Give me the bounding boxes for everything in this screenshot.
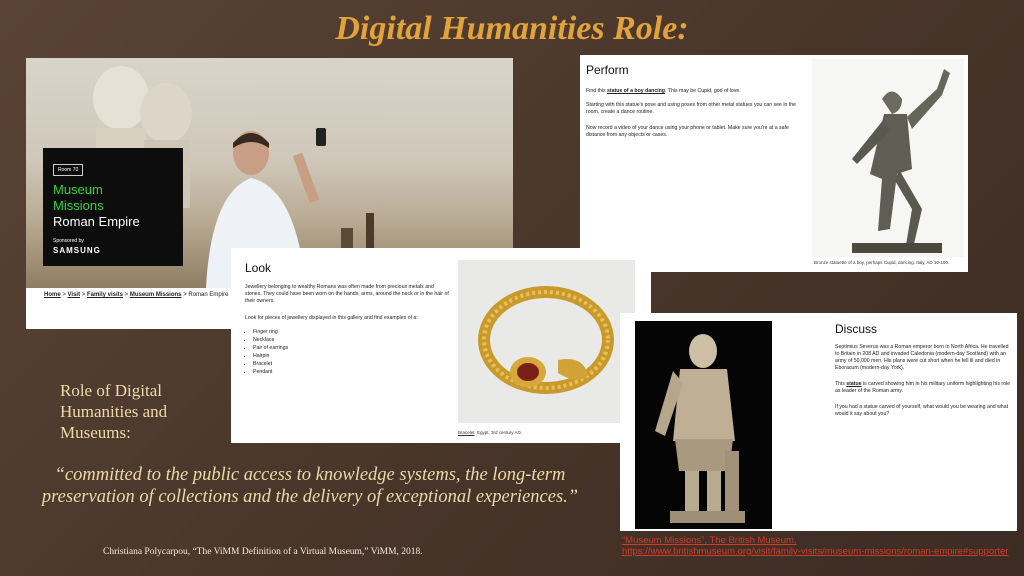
credit-url-link[interactable]: https://www.britishmuseum.org/visit/family-visits/museum-missions/roman-empire#supporter: [622, 546, 1009, 557]
perform-caption: Bronze statuette of a boy, perhaps Cupid, dancing. Italy, AD 10-100.: [814, 260, 950, 265]
credit-text[interactable]: “Museum Missions”, The British Museum,: [622, 535, 797, 546]
discuss-text: This: [835, 381, 847, 387]
list-item: • Pendant: [253, 368, 288, 376]
discuss-paragraph-2: [835, 381, 1010, 395]
perform-paragraph-3: Now record a video of your dance using your phone or tablet. Make sure you're at a safe distance from any objects or cases.: [586, 125, 789, 138]
room-badge: Room 70: [53, 164, 83, 176]
slide-title: Digital Humanities Role:: [335, 10, 689, 47]
vimm-quote: “committed to the public access to knowledge systems, the long-term preservation of collections and the delivery of exceptional experiences.”: [41, 465, 579, 507]
bracelet-link[interactable]: Bracelet: [458, 430, 475, 435]
bronze-statue-image: [812, 59, 964, 257]
gold-bracelet-image: [458, 260, 635, 423]
discuss-paragraph-3: If you had a statue carved of yourself, what would you be wearing and what would it say about you?: [835, 404, 1009, 417]
breadcrumb: [44, 292, 228, 298]
look-caption: [458, 430, 522, 435]
sponsored-by-label: Sponsored by: [53, 238, 84, 244]
list-item: • Bracelet: [253, 360, 288, 368]
list-item: • Hairpin: [253, 352, 288, 360]
look-paragraph-1: Jewellery belonging to wealthy Romans was often made from precious metals and stones. They could have been worn on the hands, arms, around the neck or in the hair of their owners.: [245, 284, 449, 304]
breadcrumb-separator: >: [62, 292, 66, 298]
breadcrumb-visit[interactable]: Visit: [67, 292, 81, 298]
list-item: • Finger ring: [253, 328, 288, 336]
breadcrumb-separator: >: [124, 292, 129, 298]
breadcrumb-home[interactable]: Home: [44, 292, 61, 298]
breadcrumb-museum-missions[interactable]: Museum Missions: [129, 292, 182, 298]
statue-link[interactable]: statue: [846, 381, 862, 387]
discuss-card: [620, 313, 1017, 531]
perform-paragraph-1: [586, 88, 801, 95]
discuss-paragraph-1: Septimius Severus was a Roman emperor born in North Africa. He travelled to Britain in 208 AD and invaded Caledonia (modern-day Scotland) with an army of 50,000 men. His plans were cut short when he fell ill and died in Eboracum (modern-day York).: [835, 344, 1009, 371]
perform-text: . This may be Cupid, god of love.: [664, 88, 741, 94]
look-card: [231, 248, 651, 443]
sponsor-logo: SAMSUNG: [53, 246, 101, 255]
hero-line-2: Missions: [53, 198, 104, 213]
perform-card: [580, 55, 968, 272]
statue-link[interactable]: statue of a boy dancing: [607, 88, 665, 94]
image-credit: [622, 535, 1022, 557]
list-item: • Necklace: [253, 336, 288, 344]
role-label: Role of Digital Humanities and Museums:: [60, 381, 168, 442]
breadcrumb-separator: >: [81, 292, 86, 298]
perform-text: Find this: [586, 88, 608, 94]
look-heading: Look: [245, 261, 272, 275]
jewellery-list: [245, 328, 288, 376]
quote-citation: Christiana Polycarpou, “The ViMM Definition of a Virtual Museum,” ViMM, 2018.: [103, 547, 423, 557]
breadcrumb-separator: >: [183, 292, 187, 298]
hero-line-1: Museum: [53, 182, 103, 197]
perform-paragraph-2: Starting with this statue's pose and using poses from other metal statues you can see in the room, create a dance routine.: [586, 102, 797, 115]
emperor-statue-image: [635, 321, 772, 529]
caption-text: . Egypt, 3rd century AD.: [474, 430, 523, 435]
hero-title-card: [43, 148, 183, 266]
breadcrumb-current: Roman Empire: [188, 292, 229, 298]
discuss-text: is carved showing him in his military uniform highlighting his role as leader of the Roman army.: [835, 381, 1011, 394]
breadcrumb-family-visits[interactable]: Family visits: [86, 292, 123, 298]
hero-line-3: Roman Empire: [53, 214, 140, 229]
list-item: • Pair of earrings: [253, 344, 288, 352]
perform-heading: Perform: [586, 63, 629, 77]
discuss-heading: Discuss: [835, 322, 878, 336]
look-paragraph-2: Look for pieces of jewellery displayed in this gallery and find examples of a:: [245, 315, 418, 321]
